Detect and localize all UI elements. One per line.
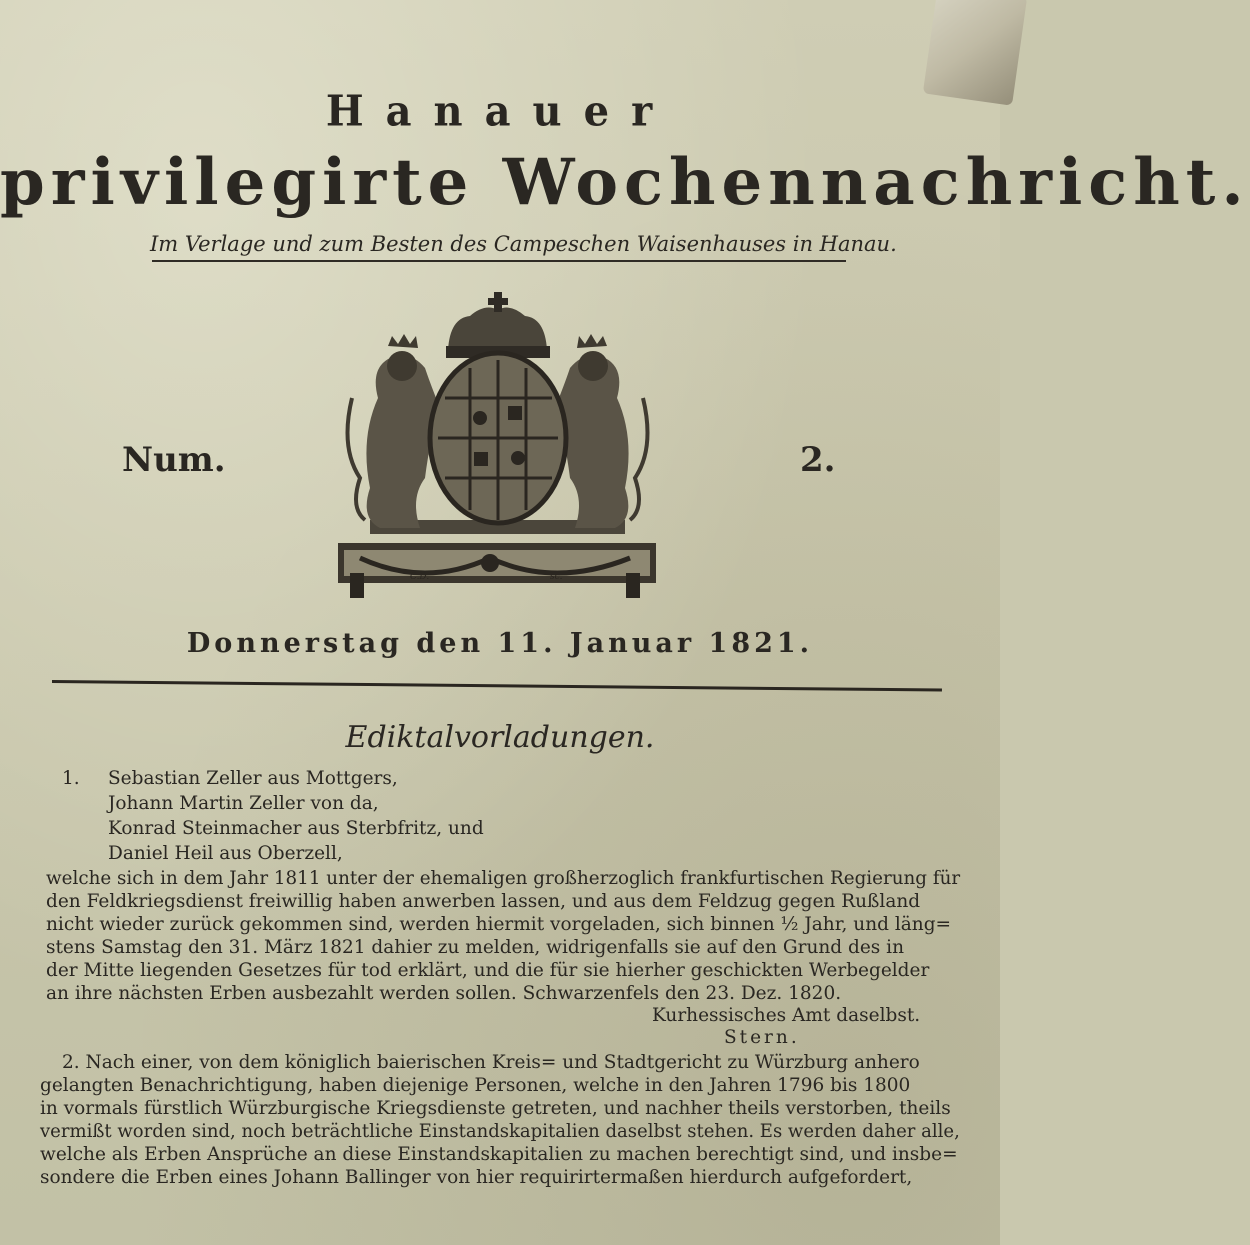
notice-1-name: Johann Martin Zeller von da, [108,793,379,814]
notice-2-line: in vormals fürstlich Würzburgische Kriegsdienste getreten, und nachher theils verstorben, theils [40,1098,951,1119]
masthead-title-top: Hanauer [325,86,675,137]
notice-1-name: Sebastian Zeller aus Mottgers, [108,768,398,789]
notice-1-line: den Feldkriegsdienst freiwillig haben anwerben lassen, und aus dem Feldzug gegen Rußland [46,891,921,912]
notice-2-line: welche als Erben Ansprüche an diese Einstandskapitalien zu machen berechtigt sind, und insbe= [40,1144,958,1165]
notice-1-line: an ihre nächsten Erben ausbezahlt werden sollen. Schwarzenfels den 23. Dez. 1820. [46,983,842,1004]
notice-1-signature-name: Stern. [724,1027,800,1048]
notice-1-name: Konrad Steinmacher aus Sterbfritz, und [108,818,484,839]
notice-1-line: nicht wieder zurück gekommen sind, werden hiermit vorgeladen, sich binnen ½ Jahr, und läng= [46,914,952,935]
issue-number-value: 2. [800,440,836,480]
notice-2-line: 2. Nach einer, von dem königlich baierischen Kreis= und Stadtgericht zu Würzburg anhero [62,1052,920,1073]
subtitle-underline [152,260,846,262]
notice-1-line: der Mitte liegenden Gesetzes für tod erklärt, und die für sie hierher geschickten Werbegelder [46,960,930,981]
engraver-mark-right: sc. [550,572,563,582]
masthead-divider [52,680,942,692]
issue-dateline: Donnerstag den 11. Januar 1821. [186,628,814,659]
notice-1-number: 1. [62,768,80,789]
notice-2-line: vermißt worden sind, noch beträchtliche Einstandskapitalien daselbst stehen. Es werden daher alle, [40,1121,960,1142]
notice-2-line: sondere die Erben eines Johann Ballinger von hier requirirtermaßen hierdurch aufgefordert, [40,1167,913,1188]
masthead-title-main: privilegirte Wochennachricht. [0,145,1250,220]
masthead-subtitle: Im Verlage und zum Besten des Campeschen Waisenhauses in Hanau. [150,232,897,256]
issue-number-label: Num. [122,440,226,480]
notice-1-name: Daniel Heil aus Oberzell, [108,843,343,864]
notice-1-signature-office: Kurhessisches Amt daselbst. [652,1005,921,1026]
coat-of-arms-emblem [330,288,665,608]
notice-1-line: welche sich in dem Jahr 1811 unter der ehemaligen großherzoglich frankfurtischen Regierung für [46,868,961,889]
section-title: Ediktalvorladungen. [345,720,655,755]
engraver-mark-left: C.D. [410,572,430,582]
notice-1-line: stens Samstag den 31. März 1821 dahier zu melden, widrigenfalls sie auf den Grund des in [46,937,904,958]
notice-2-line: gelangten Benachrichtigung, haben diejenige Personen, welche in den Jahren 1796 bis 1800 [40,1075,911,1096]
